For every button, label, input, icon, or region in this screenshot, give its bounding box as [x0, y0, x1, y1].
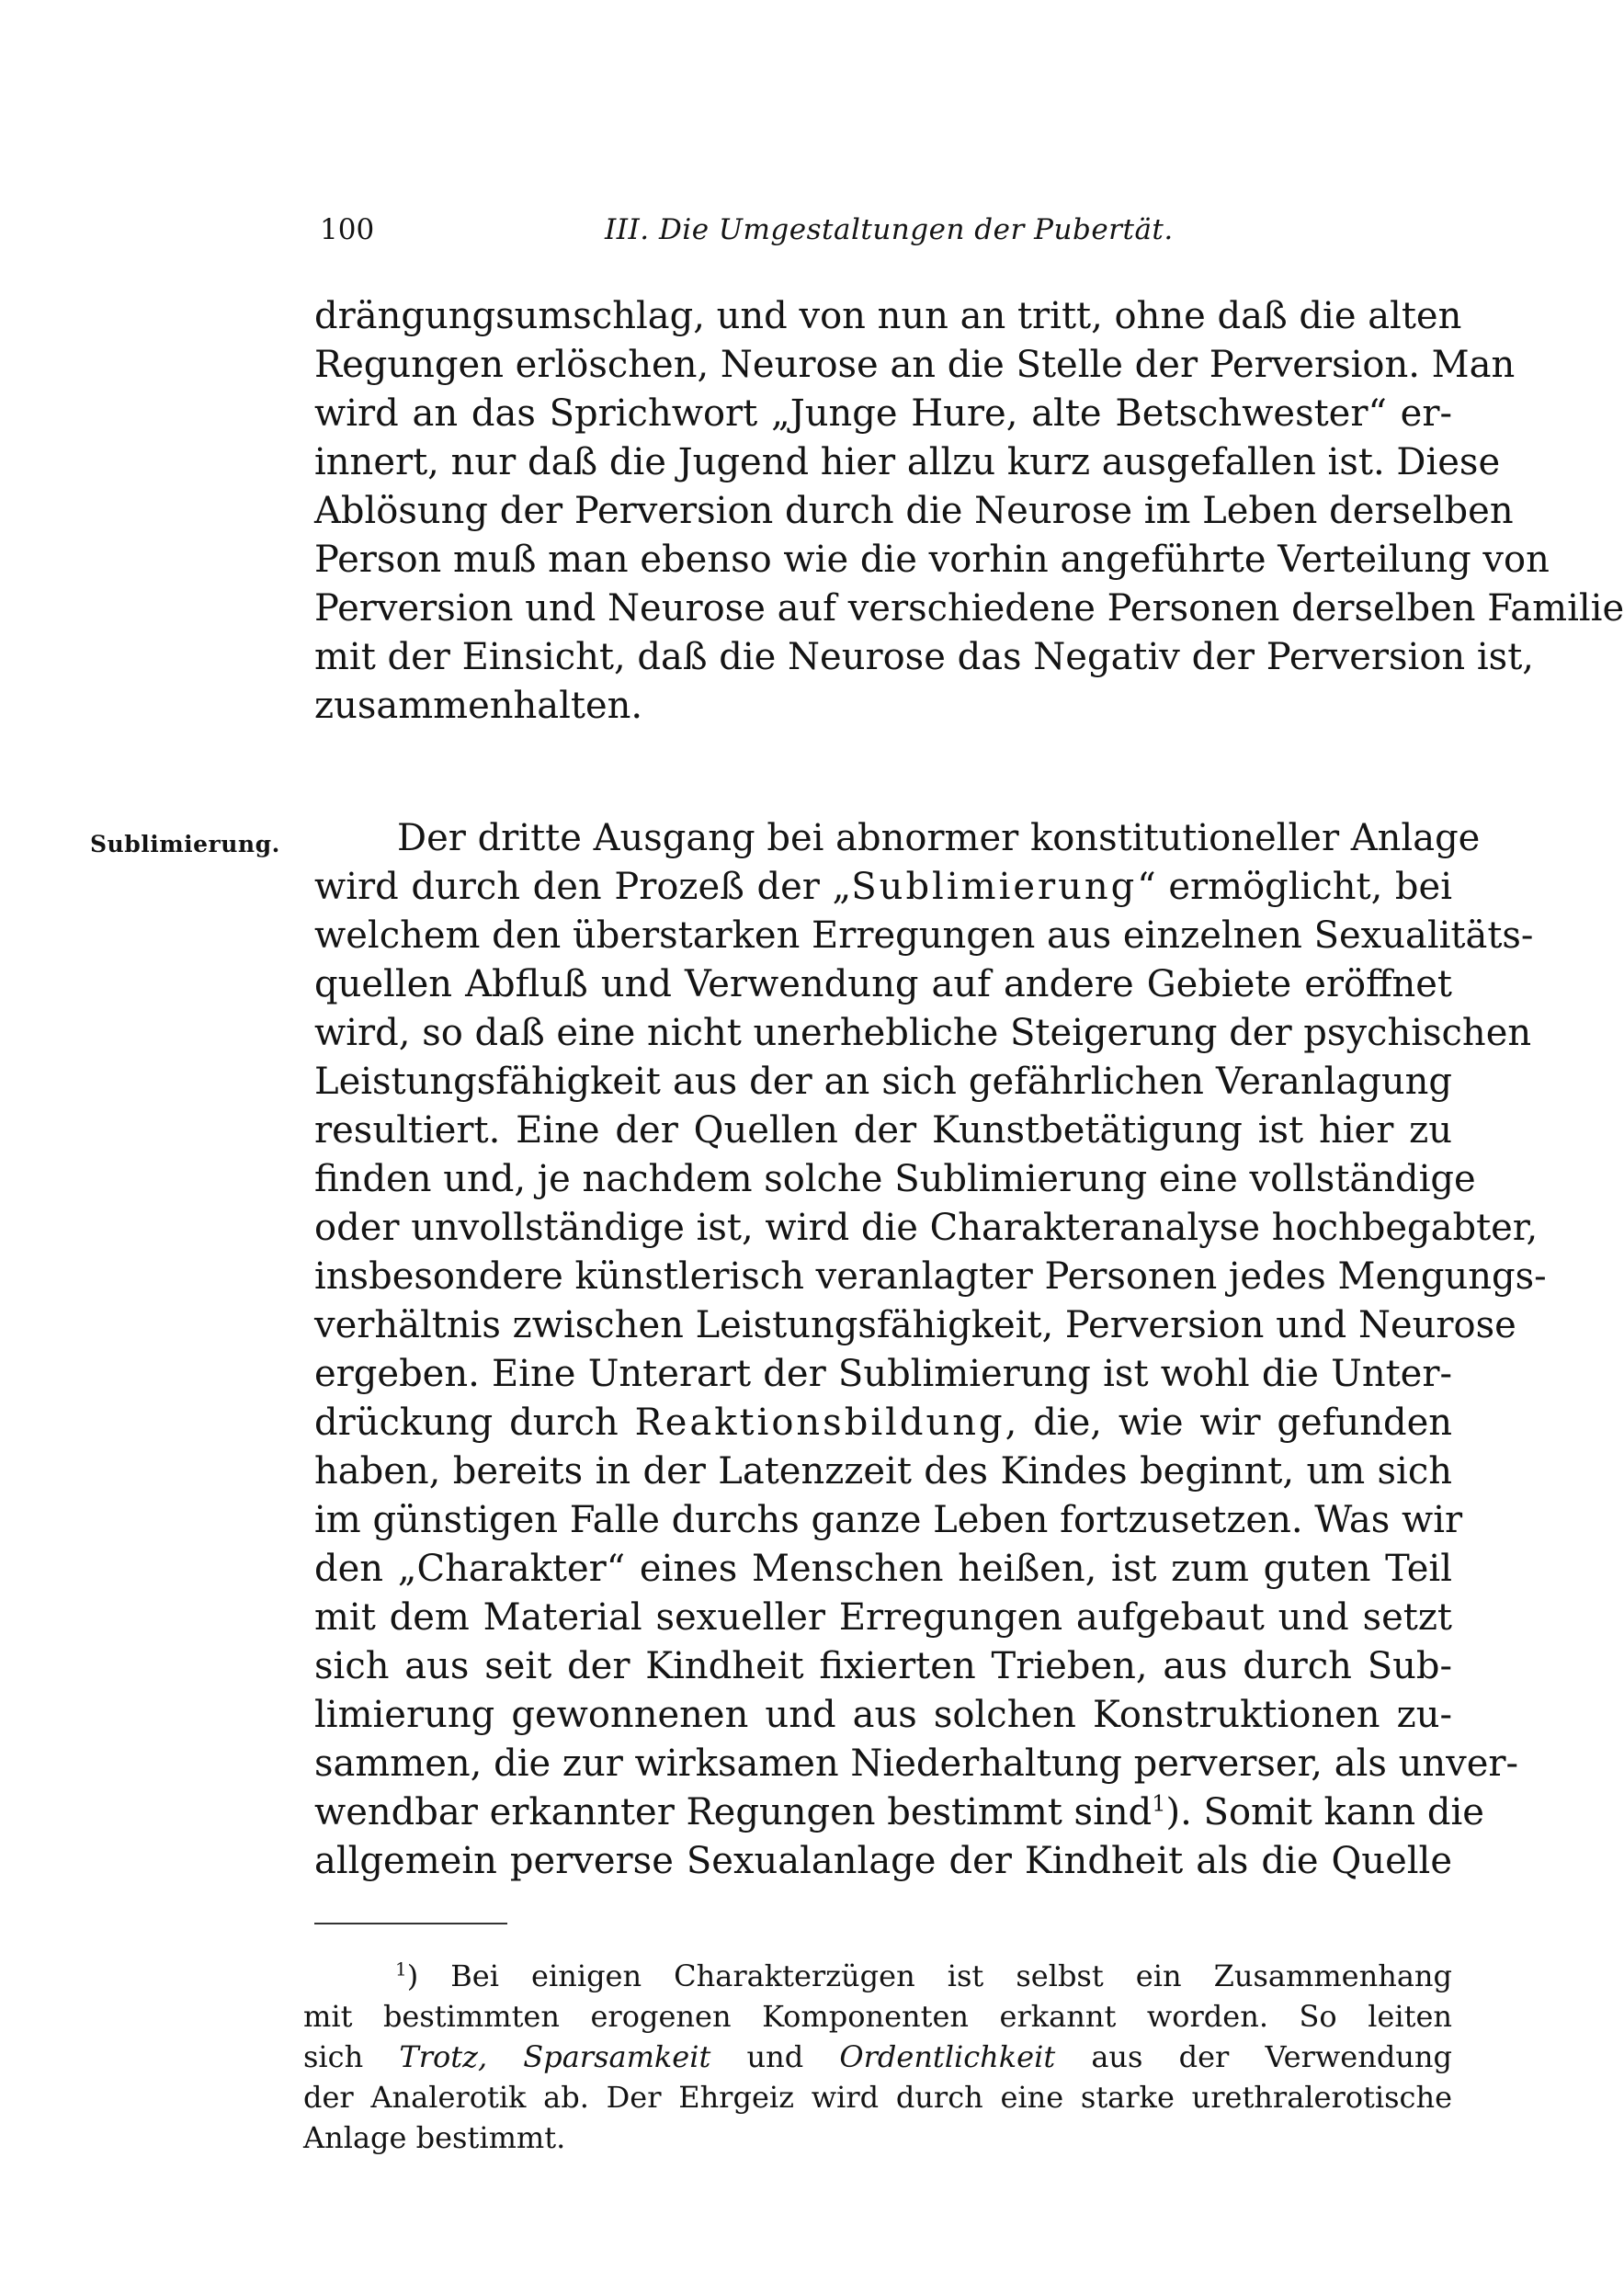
spaced-term-sublimierung: Sublimierung: [851, 866, 1138, 908]
text-line: Leistungsfähigkeit aus der an sich gefährlichen Veranlagung: [314, 1061, 1452, 1103]
text-line: insbesondere künstlerisch veranlagter Personen jedes Mengungs-: [314, 1255, 1547, 1298]
footnote-line: der Analerotik ab. Der Ehrgeiz wird durch eine starke urethralerotische: [303, 2080, 1452, 2115]
text-line: Der dritte Ausgang bei abnormer konstitutioneller Anlage: [397, 817, 1481, 859]
italic-term: Trotz, Sparsamkeit: [399, 2039, 711, 2074]
text-line: sammen, die zur wirksamen Niederhaltung perverser, als unver-: [314, 1742, 1519, 1785]
text-line: drängungsumschlag, und von nun an tritt, ohne daß die alten: [314, 295, 1462, 337]
text-line: Regungen erlöschen, Neurose an die Stelle der Perversion. Man: [314, 344, 1516, 386]
text-line: welchem den überstarken Erregungen aus einzelnen Sexualitäts-: [314, 914, 1534, 957]
text-fragment: wendbar erkannter Regungen bestimmt sind: [314, 1791, 1153, 1833]
text-fragment: ). Somit kann die: [1165, 1791, 1484, 1833]
text-fragment: aus der Verwendung: [1055, 2039, 1453, 2074]
text-line: mit dem Material sexueller Erregungen aufgebaut und setzt: [314, 1596, 1452, 1639]
text-line: sich aus seit der Kindheit fixierten Trieben, aus durch Sub-: [314, 1645, 1452, 1687]
text-fragment: sich: [303, 2039, 400, 2074]
text-line: resultiert. Eine der Quellen der Kunstbetätigung ist hier zu: [314, 1109, 1452, 1152]
text-fragment: ) Bei einigen Charakterzügen ist selbst ein Zusammenhang: [406, 1958, 1452, 1993]
text-line: Person muß man ebenso wie die vorhin angeführte Verteilung von: [314, 539, 1550, 581]
text-fragment: “ ermöglicht, bei: [1137, 866, 1452, 908]
text-line: haben, bereits in der Latenzzeit des Kindes beginnt, um sich: [314, 1450, 1452, 1493]
text-line: oder unvollständige ist, wird die Charakteranalyse hochbegabter,: [314, 1207, 1539, 1249]
margin-note: Sublimierung.: [90, 831, 280, 857]
text-line: wird, so daß eine nicht unerhebliche Steigerung der psychischen: [314, 1012, 1532, 1054]
italic-term: Ordentlichkeit: [839, 2039, 1056, 2074]
text-line: innert, nur daß die Jugend hier allzu kurz ausgefallen ist. Diese: [314, 441, 1501, 483]
page-header: [320, 210, 1175, 250]
footnote-line: mit bestimmten erogenen Komponenten erkannt worden. So leiten: [303, 1999, 1452, 2034]
text-line: den „Charakter“ eines Menschen heißen, ist zum guten Teil: [314, 1548, 1452, 1590]
spaced-term-reaktionsbildung: Reaktionsbildung: [634, 1402, 1005, 1444]
paragraph-1: [314, 292, 1624, 731]
text-fragment: drückung durch: [314, 1402, 635, 1444]
text-line: wird an das Sprichwort „Junge Hure, alte Betschwester“ er-: [314, 392, 1452, 435]
text-fragment: wird durch den Prozeß der „: [314, 866, 852, 908]
text-line: Perversion und Neurose auf verschiedene Personen derselben Familie: [314, 587, 1624, 630]
footnote-reference[interactable]: 1: [1152, 1790, 1166, 1817]
text-line: mit der Einsicht, daß die Neurose das Negativ der Perversion ist,: [314, 636, 1534, 678]
text-fragment: und: [710, 2039, 840, 2074]
running-head: III. Die Umgestaltungen der Pubertät.: [605, 213, 1174, 246]
text-line: ergeben. Eine Unterart der Sublimierung ist wohl die Unter-: [314, 1353, 1452, 1395]
text-line: [314, 1788, 1484, 1837]
text-line: zusammenhalten.: [314, 685, 643, 727]
text-line: limierung gewonnenen und aus solchen Konstruktionen zu-: [314, 1694, 1452, 1736]
text-line: finden und, je nachdem solche Sublimierung eine vollständige: [314, 1158, 1476, 1200]
footnote-line: Anlage bestimmt.: [303, 2120, 566, 2155]
text-line: verhältnis zwischen Leistungsfähigkeit, Perversion und Neurose: [314, 1304, 1516, 1346]
text-line: allgemein perverse Sexualanlage der Kindheit als die Quelle: [314, 1840, 1452, 1882]
footnote-divider: [314, 1923, 507, 1924]
footnote-line: [303, 1956, 1452, 1996]
paragraph-2: [314, 814, 1547, 1886]
text-line: [314, 863, 1452, 912]
footnote-marker: 1: [395, 1958, 407, 1981]
text-line: im günstigen Falle durchs ganze Leben fortzusetzen. Was wir: [314, 1499, 1463, 1541]
page-number: 100: [320, 213, 375, 246]
footnote-line: [303, 2037, 1452, 2077]
text-line: Ablösung der Perversion durch die Neurose im Leben derselben: [314, 490, 1514, 532]
text-line: [314, 1399, 1452, 1447]
text-fragment: , die, wie wir gefunden: [1005, 1402, 1452, 1444]
footnote: [303, 1956, 1452, 2158]
text-line: quellen Abfluß und Verwendung auf andere Gebiete eröffnet: [314, 963, 1452, 1005]
